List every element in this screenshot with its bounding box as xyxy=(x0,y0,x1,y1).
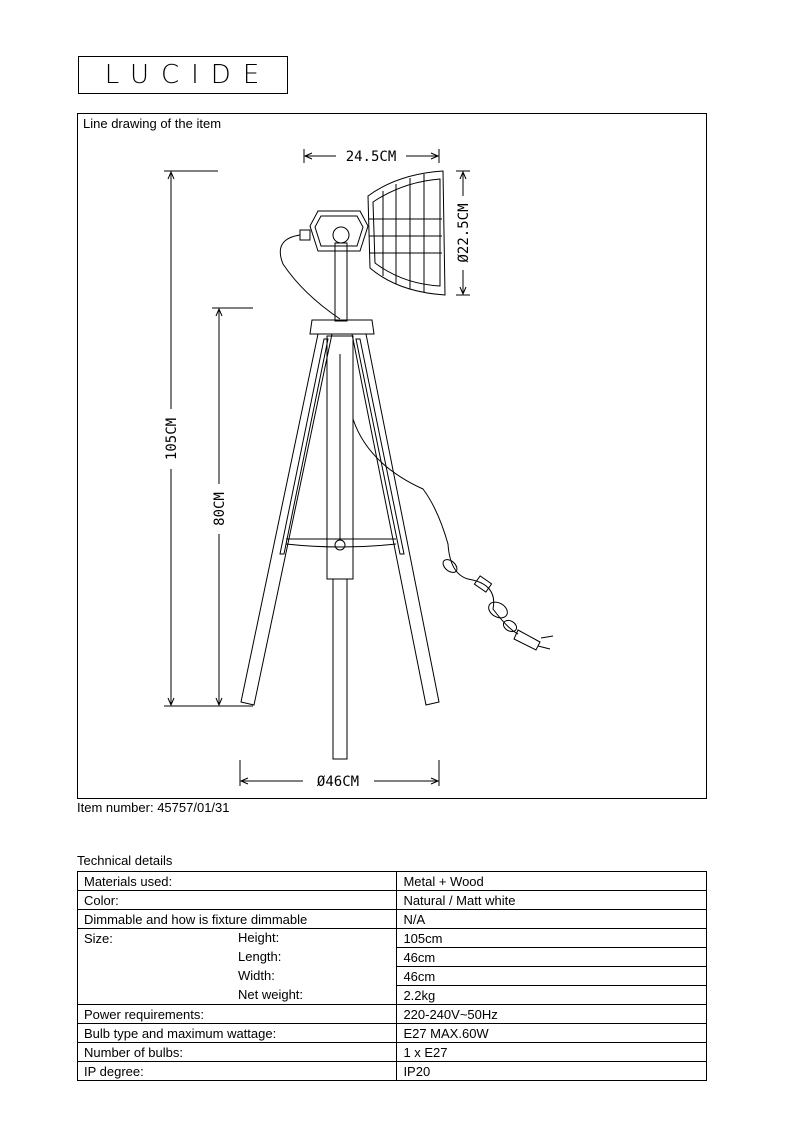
brand-logo-text: LUCIDE xyxy=(104,60,272,90)
table-row xyxy=(78,872,707,891)
spec-value-net-weight: 2.2kg xyxy=(397,986,707,1005)
tripod xyxy=(241,320,439,759)
dimension-total-height xyxy=(164,171,218,706)
spec-label-bulb-count: Number of bulbs: xyxy=(78,1043,397,1062)
spec-value-dimmable: N/A xyxy=(397,910,707,929)
dimension-tripod-height xyxy=(212,308,253,706)
dim-label-total-height: 105CM xyxy=(164,417,180,461)
spec-label-dimmable: Dimmable and how is fixture dimmable xyxy=(78,910,397,929)
spec-sublabel-height: Height: xyxy=(238,930,280,945)
spec-sublabel-length: Length: xyxy=(238,948,282,964)
dimension-width-head xyxy=(304,149,439,165)
line-drawing-panel xyxy=(77,113,707,799)
spec-label-length-cell xyxy=(78,948,397,967)
dimension-base-diameter xyxy=(240,760,439,790)
table-row xyxy=(78,891,707,910)
technical-details-title: Technical details xyxy=(77,853,173,868)
item-number: Item number: 45757/01/31 xyxy=(77,800,230,815)
table-row xyxy=(78,1024,707,1043)
lamp-head xyxy=(300,171,445,295)
spec-label-size-text: Size: xyxy=(84,930,113,946)
spec-value-width: 46cm xyxy=(397,967,707,986)
drawing-caption: Line drawing of the item xyxy=(83,116,222,131)
table-row xyxy=(78,948,707,967)
table-row xyxy=(78,967,707,986)
spec-value-length: 46cm xyxy=(397,948,707,967)
lamp-stem xyxy=(335,243,347,321)
spec-value-height: 105cm xyxy=(397,929,707,948)
spec-sublabel-width: Width: xyxy=(238,967,275,983)
spec-value-color: Natural / Matt white xyxy=(397,891,707,910)
dim-label-width-head: 24.5CM xyxy=(345,149,397,165)
lamp-line-drawing xyxy=(78,114,708,800)
technical-details-table xyxy=(77,871,707,1081)
dim-label-shade-diameter: Ø22.5CM xyxy=(456,203,472,263)
spec-label-weight-cell xyxy=(78,986,397,1005)
spec-sublabel-net-weight: Net weight: xyxy=(238,986,304,1002)
brand-logo xyxy=(78,56,288,94)
spec-value-bulb-type: E27 MAX.60W xyxy=(397,1024,707,1043)
table-row xyxy=(78,986,707,1005)
spec-label-bulb-type: Bulb type and maximum wattage: xyxy=(78,1024,397,1043)
dim-label-base-diameter: Ø46CM xyxy=(316,774,360,790)
spec-label-size xyxy=(78,929,397,948)
table-row xyxy=(78,929,707,948)
spec-value-ip: IP20 xyxy=(397,1062,707,1081)
spec-value-materials: Metal + Wood xyxy=(397,872,707,891)
dim-label-tripod-height: 80CM xyxy=(212,492,228,526)
spec-value-power: 220-240V~50Hz xyxy=(397,1005,707,1024)
spec-label-color: Color: xyxy=(78,891,397,910)
table-row xyxy=(78,910,707,929)
spec-label-materials: Materials used: xyxy=(78,872,397,891)
table-row xyxy=(78,1043,707,1062)
dimension-shade-diameter xyxy=(456,171,472,295)
table-row xyxy=(78,1005,707,1024)
spec-value-bulb-count: 1 x E27 xyxy=(397,1043,707,1062)
spec-label-ip: IP degree: xyxy=(78,1062,397,1081)
spec-label-power: Power requirements: xyxy=(78,1005,397,1024)
table-row xyxy=(78,1062,707,1081)
spec-label-width-cell xyxy=(78,967,397,986)
